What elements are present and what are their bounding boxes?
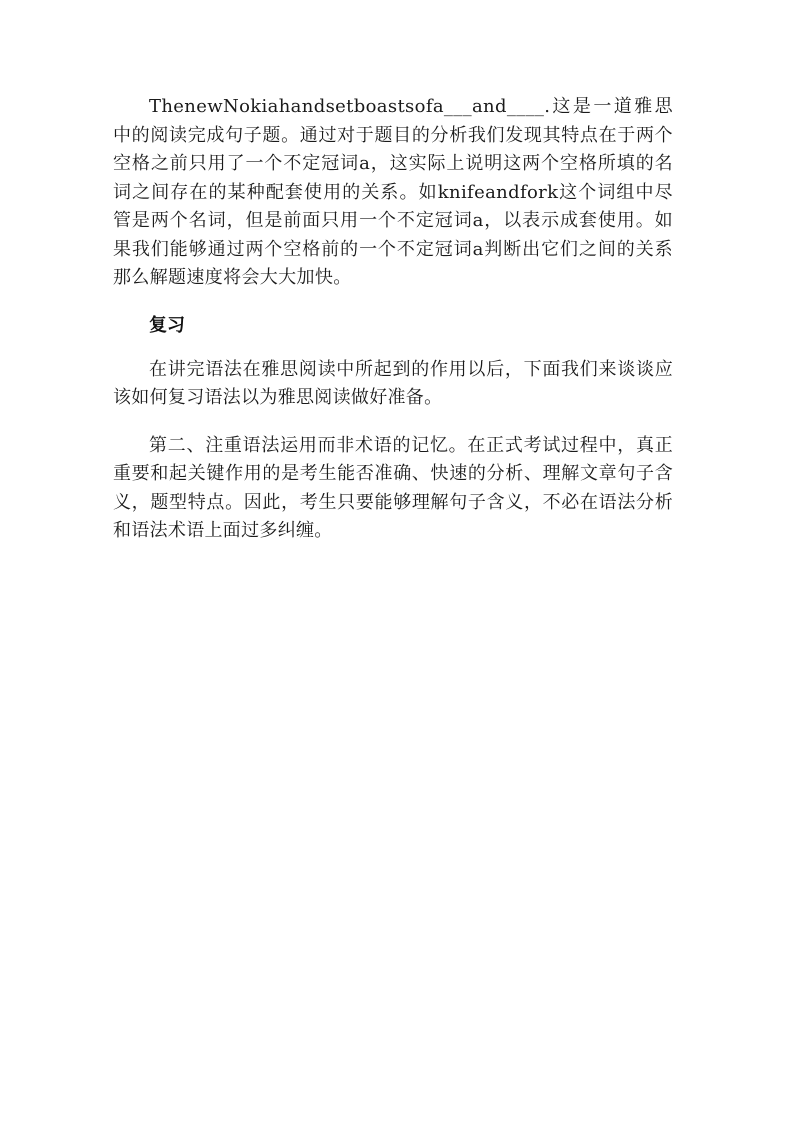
- review-paragraph-1: 在讲完语法在雅思阅读中所起到的作用以后，下面我们来谈谈应该如何复习语法以为雅思阅读做好准备。: [113, 358, 673, 408]
- review-paragraph-2: 第二、注重语法运用而非术语的记忆。在正式考试过程中，真正重要和起关键作用的是考生能否准确、快速的分析、理解文章句子含义，题型特点。因此，考生只要能够理解句子含义，不必在语法分析和语法术语上面过多纠缠。: [113, 434, 673, 541]
- document-page: [113, 93, 673, 565]
- intro-paragraph: ThenewNokiahandsetboastsofa___and____.这是一道雅思中的阅读完成句子题。通过对于题目的分析我们发现其特点在于两个空格之前只用了一个不定冠词a，这实际上说明这两个空格所填的名词之间存在的某种配套使用的关系。如knifeandfork这个词组中尽管是两个名词，但是前面只用一个不定冠词a，以表示成套使用。如果我们能够通过两个空格前的一个不定冠词a判断出它们之间的关系那么解题速度将会大大加快。: [113, 96, 673, 288]
- section-heading: 复习: [149, 314, 185, 336]
